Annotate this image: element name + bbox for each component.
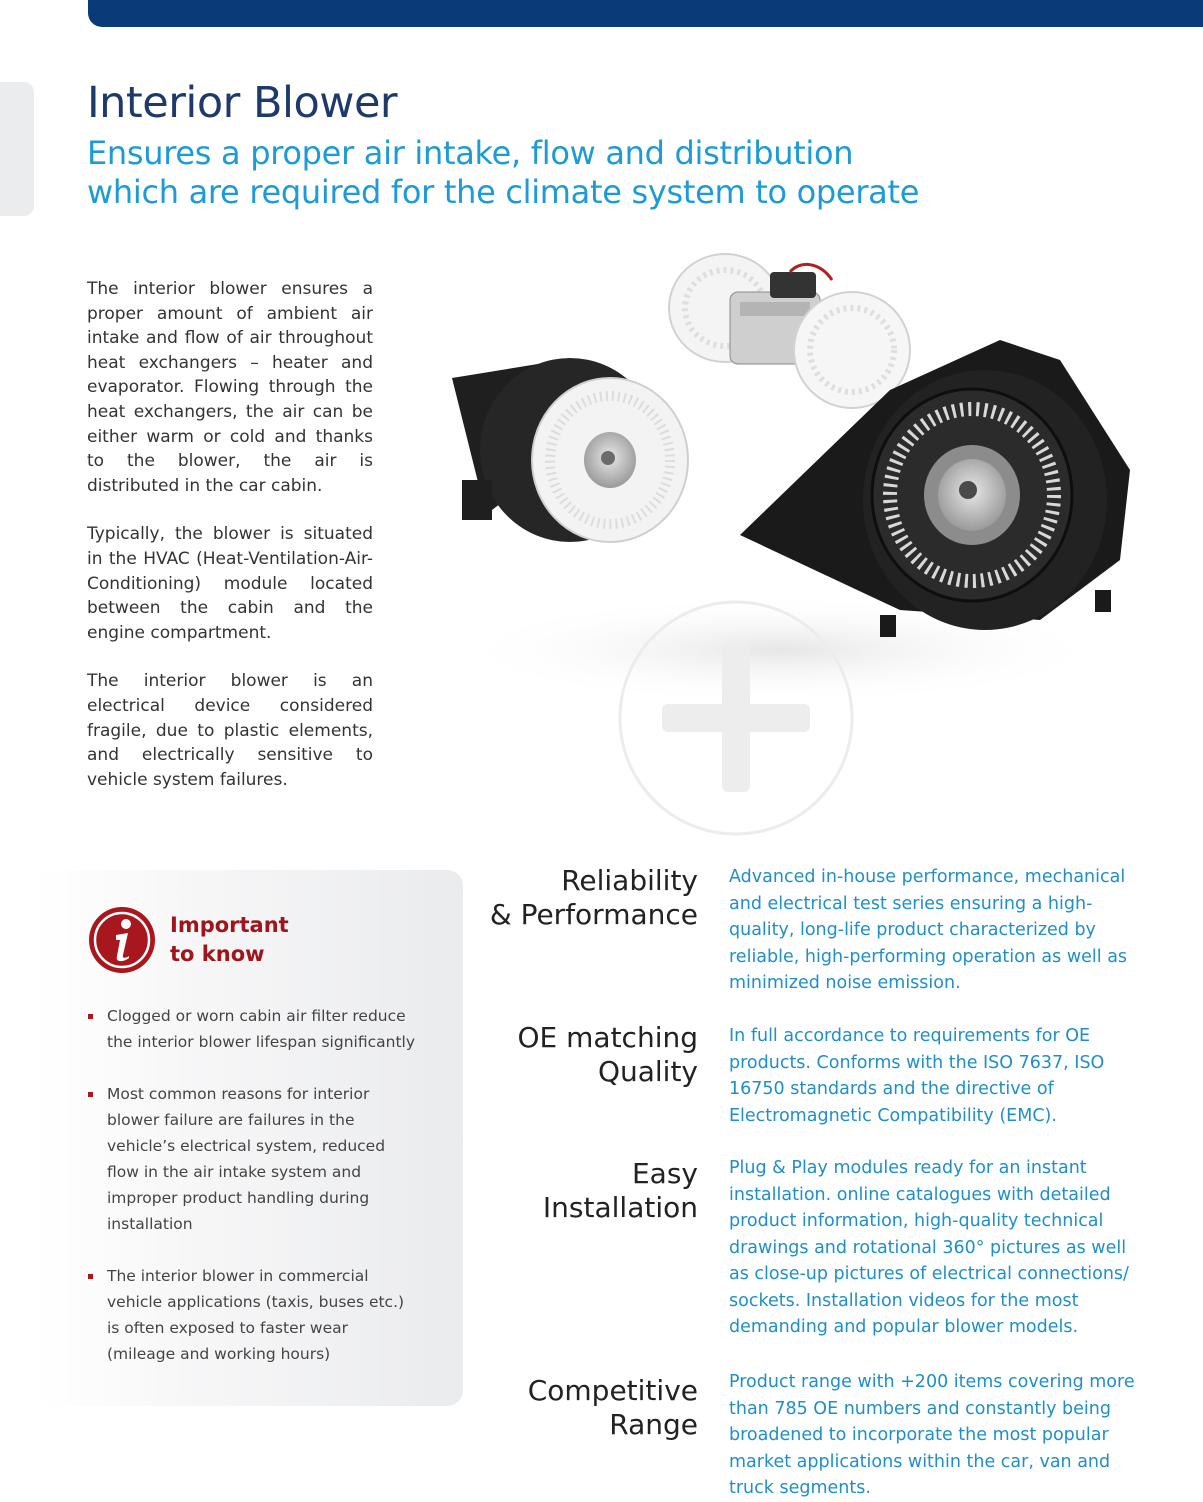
feature-label-line: Quality (597, 1055, 698, 1088)
top-banner-bar (88, 0, 1203, 27)
list-item (87, 1081, 417, 1237)
feature-label-line: Installation (542, 1191, 698, 1224)
twin-wheel-blower (669, 254, 910, 408)
intro-text (87, 277, 373, 816)
feature-label-line: Competitive (527, 1374, 698, 1407)
blower-product-photo (440, 250, 1160, 840)
feature-description: Product range with +200 items covering more than 785 OE numbers and constantly being broadened to incorporate the most popular market applications within the car, van and truck segments. (729, 1372, 1135, 1498)
bullet-text: Clogged or worn cabin air filter reduce the interior blower lifespan significantly (107, 1007, 415, 1051)
feature-description: Advanced in-house performance, mechanical and electrical test series ensuring a high-quality, long-life product characterized by reliable, high-performing operation as well as minimized noise emission. (729, 867, 1128, 993)
feature-label (470, 864, 698, 932)
side-tab (0, 82, 34, 216)
feature-label (470, 1157, 698, 1225)
bullet-square-icon (88, 1092, 93, 1097)
feature-label-line: Reliability (561, 864, 698, 897)
intro-paragraph: The interior blower is an electrical device considered fragile, due to plastic elements, and electrically sensitive to vehicle system failures. (87, 671, 373, 790)
feature-label-line: & Performance (489, 898, 698, 931)
intro-paragraph: The interior blower ensures a proper amount of ambient air intake and flow of air throughout heat exchangers – heater and evaporator. Flowing through the heat exchangers, the air can be either warm or cold and thanks to the blower, the air is distributed in the car cabin. (87, 279, 373, 496)
important-heading-line: to know (170, 942, 265, 966)
info-icon (87, 905, 157, 975)
feature-label (470, 1374, 698, 1442)
list-item (87, 1263, 417, 1367)
bullet-square-icon (88, 1014, 93, 1019)
important-heading-line: Important (170, 913, 289, 937)
feature-label-line: Range (609, 1408, 698, 1441)
bullet-text: The interior blower in commercial vehicle applications (taxis, buses etc.) is often exposed to faster wear (mileage and working hours) (107, 1267, 405, 1363)
important-heading (170, 911, 330, 969)
bullet-square-icon (88, 1274, 93, 1279)
page-subtitle: Ensures a proper air intake, flow and distribution which are required for the climate system to operate (87, 134, 920, 211)
feature-description: In full accordance to requirements for OE products. Conforms with the ISO 7637, ISO 16750 standards and the directive of Electromagnetic Compatibility (EMC). (729, 1026, 1105, 1126)
feature-label (470, 1021, 698, 1089)
left-blower (452, 358, 688, 542)
list-item (87, 1003, 417, 1055)
page-title: Interior Blower (87, 78, 398, 128)
feature-label-line: OE matching (517, 1021, 698, 1054)
feature-label-line: Easy (631, 1157, 698, 1190)
feature-description: Plug & Play modules ready for an instant installation. online catalogues with detailed product information, high-quality technical drawings and rotational 360° pictures as well as close-up pictures of electrical connections/ sockets. Installation videos for the most demanding and popular blower models. (729, 1158, 1129, 1337)
right-blower (740, 340, 1130, 637)
important-bullet-list (87, 1003, 417, 1393)
bullet-text: Most common reasons for interior blower failure are failures in the vehicle’s electrical system, reduced flow in the air intake system and improper product handling during installation (107, 1085, 386, 1233)
intro-paragraph: Typically, the blower is situated in the HVAC (Heat-Ventilation-Air-Conditioning) module located between the cabin and the engine compartment. (87, 524, 373, 643)
